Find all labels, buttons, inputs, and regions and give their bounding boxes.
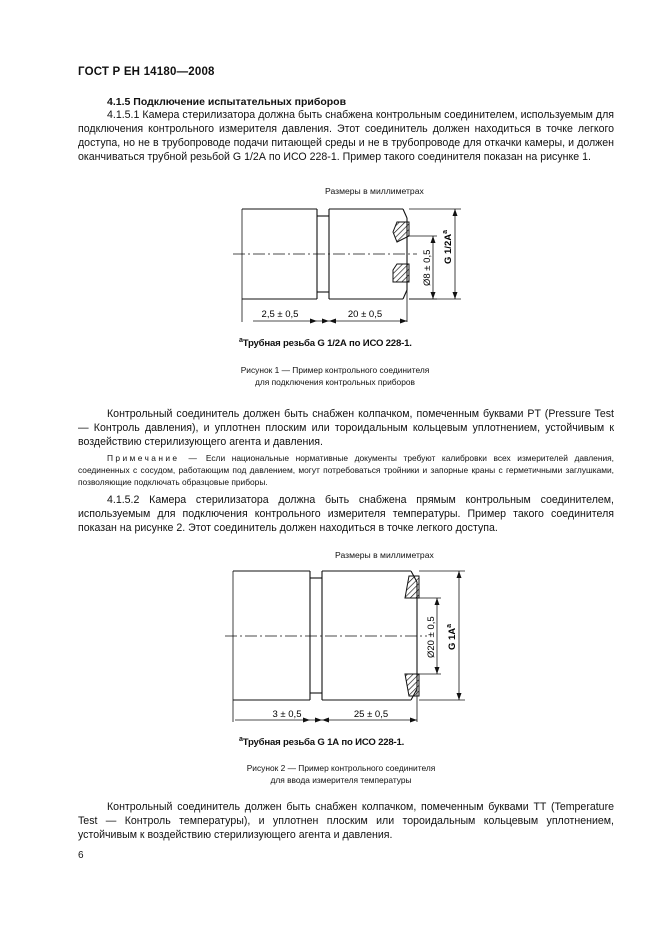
figure2-dim-diameter: Ø20 ± 0,5 bbox=[426, 616, 437, 658]
figure1-drawing bbox=[225, 198, 475, 348]
figure2-footnote: $^a$Трубная резьба G 1А по ИСО 228-1. bbox=[239, 736, 405, 749]
figure1-dim-diameter: Ø8 ± 0,5 bbox=[422, 249, 433, 286]
figure1-dim-right: 20 ± 0,5 bbox=[347, 309, 383, 320]
figure2-units-label: Размеры в миллиметрах bbox=[335, 550, 434, 560]
figure2-caption: Рисунок 2 — Пример контрольного соединителя для ввода измерителя температуры bbox=[246, 763, 436, 785]
figure1-dim-thread: G $1/2A^a$ bbox=[442, 229, 454, 264]
figure1-footnote: $^a$Трубная резьба G 1/2А по ИСО 228-1. bbox=[239, 337, 412, 350]
paragraph-tt-cap: Контрольный соединитель должен быть снабжен колпачком, помеченным буквами TT (Temperature Test — Контроль температуры), и уплотнен плоским или тороидальным кольцевым уплотнением, устойчивым к воздействию стерилизующего агента и давления. bbox=[78, 801, 614, 841]
figure2-dim-left: 3 ± 0,5 bbox=[272, 709, 302, 720]
figure1-caption: Рисунок 1 — Пример контрольного соединителя для подключения контрольных приборов bbox=[240, 365, 430, 387]
document-header: ГОСТ Р ЕН 14180—2008 bbox=[78, 66, 215, 78]
note-paragraph: Примечание — Если национальные нормативные документы требуют калибровки всех измерителей давления, соединенных с сосудом, работающим под давлением, могут потребоваться тройники и запорные краны с герметичными заглушками, позволяющие подключать образцовые приборы. bbox=[78, 453, 615, 487]
section-heading: 4.1.5 Подключение испытательных приборов bbox=[107, 96, 347, 108]
paragraph-pt-cap: Контрольный соединитель должен быть снабжен колпачком, помеченным буквами PT (Pressure Test — Контроль давления), и уплотнен плоским или тороидальным кольцевым уплотнением, устойчивым к воздействию стерилизующего агента и давления. bbox=[78, 408, 614, 448]
paragraph-4-1-5-2: 4.1.5.2 Камера стерилизатора должна быть снабжена прямым контрольным соединителем, используемым для подключения контрольного измерителя температуры. Пример такого соединителя показан на рисунке 2. Этот соединитель должен находиться в точке легкого доступа. bbox=[78, 494, 614, 534]
figure1-dim-left: 2,5 ± 0,5 bbox=[261, 309, 299, 320]
figure2-drawing bbox=[225, 562, 475, 752]
figure2-dim-thread: G $1A^a$ bbox=[446, 623, 458, 650]
page-number: 6 bbox=[78, 850, 84, 861]
figure1-units-label: Размеры в миллиметрах bbox=[325, 186, 424, 196]
paragraph-4-1-5-1: 4.1.5.1 Камера стерилизатора должна быть снабжена контрольным соединителем, используемым для подключения контрольного измерителя давления. Этот соединитель должен находиться в точке легкого доступа, но не в трубопроводе подачи питающей среды и не в трубопроводе для откачки камеры, и должен оканчиваться трубной резьбой G 1/2А по ИСО 228-1. Пример такого соединителя показан на рисунке 1. bbox=[78, 109, 614, 163]
figure2-dim-right: 25 ± 0,5 bbox=[353, 709, 389, 720]
